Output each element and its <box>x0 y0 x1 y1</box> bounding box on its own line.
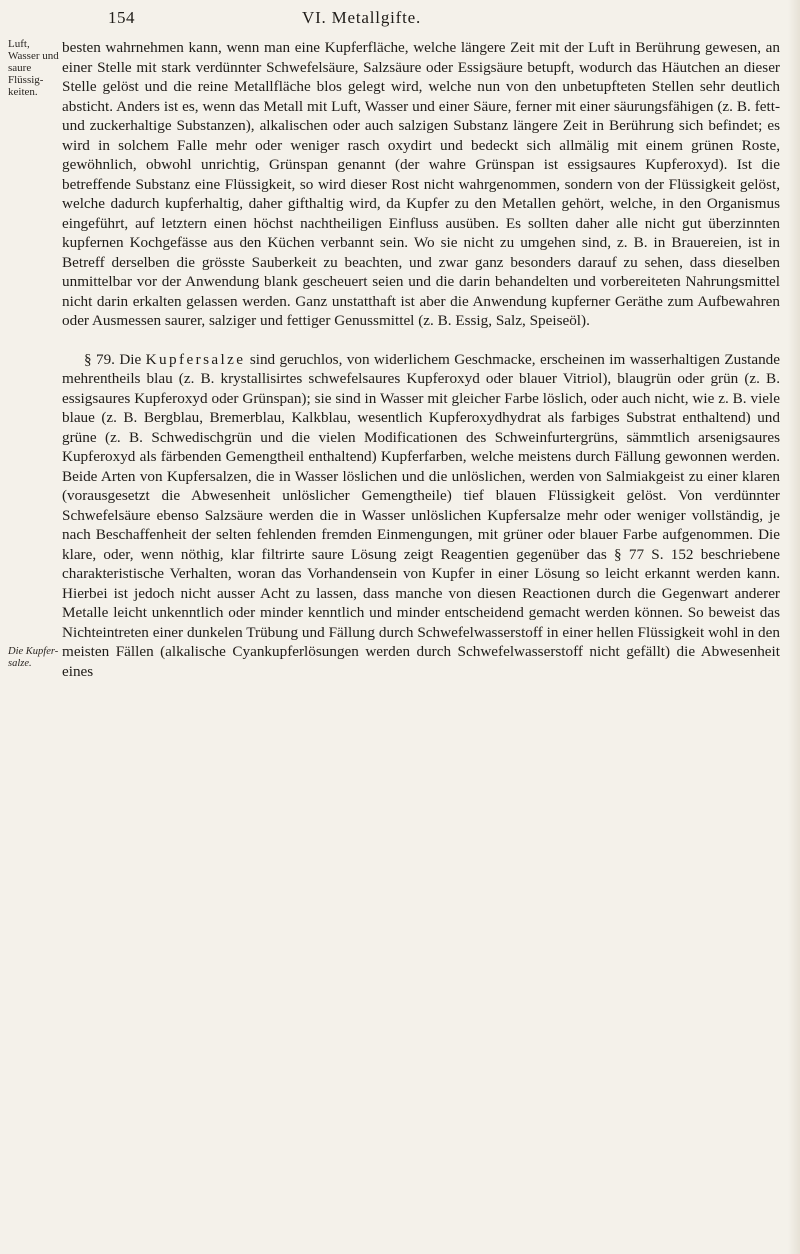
margin-note-kupfersalze: Die Kupfer- salze. <box>8 646 59 669</box>
paragraph-continued: besten wahrnehmen kann, wenn man eine Kupferfläche, welche längere Zeit mit der Luft in Berührung gewesen, an einer Stelle mit stark verdünnter Schwefelsäure, Salzsäure oder Essigsäure betupft, wodurch das Häutchen an dieser Stelle gelöst und die reine Metallfläche blos gelegt wird, welche nun von den unbetupfteten Stellen sehr deutlich absticht. Anders ist es, wenn das Metall mit Luft, Wasser und einer Säure, ferner mit einer säurungsfähigen (z. B. fett- und zuckerhaltige Substanzen), alkalischen oder auch salzigen Substanz längere Zeit in Berührung sich befindet; es wird in solchem Falle mehr oder weniger rasch oxydirt und bedeckt sich allmälig mit einem grünen Roste, gewöhnlich, obwohl unrichtig, Grünspan genannt (der wahre Grünspan ist essigsaures Kupferoxyd). Ist die betreffende Substanz eine Flüssigkeit, so wird dieser Rost nicht wahrgenommen, sondern von der Flüssigkeit gelöst, welche dadurch kupferhaltig, daher gifthaltig wird, da Kupfer zu den Metallen gehört, welche, in den Organismus eingeführt, auf letztern einen höchst nachtheiligen Einfluss ausüben. Es sollten daher alle nicht gut überzinnten kupfernen Kochgefässe aus den Küchen verbannt sein. Wo sie nicht zu umgehen sind, z. B. in Brauereien, ist in Betreff derselben die grösste Sauberkeit zu beachten, und zwar ganz besonders darauf zu sehen, dass dieselben unmittelbar vor der Anwendung blank gescheuert seien und die darin behandelten und vorbereiteten Nahrungsmittel nicht darin erkalten gelassen werden. Ganz unstatthaft ist aber die Anwendung kupferner Geräthe zum Aufbewahren oder Ausmessen saurer, salziger und fettiger Genussmittel (z. B. Essig, Salz, Speiseöl). <box>62 39 780 329</box>
margin-note-luft-wasser: Luft, Wasser und saure Flüssig- keiten. <box>8 38 59 98</box>
running-header <box>96 4 716 30</box>
page-number: 154 <box>108 8 135 27</box>
section-text: sind geruchlos, von widerlichem Geschmacke, erscheinen im wasserhaltigen Zustande mehrentheils blau (z. B. krystallisirtes schwefelsaures Kupferoxyd oder blauer Vitriol), blaugrün oder grün (z. B. essigsaures Kupferoxyd oder Grünspan); sie sind in Wasser mit gleicher Farbe löslich, oder auch nicht, wie z. B. viele blaue (z. B. Bergblau, Bremerblau, Kalkblau, wesentlich Kupferoxydhydrat als farbiges Substrat enthaltend) und grüne (z. B. Schwedischgrün und die vielen Modificationen des Schweinfurtergrüns, sämmtlich arsenigsaures Kupferoxyd als färbenden Gemengtheil enthaltend) Kupferfarben, welche meistens durch Fällung gewonnen werden. Beide Arten von Kupfersalzen, die in Wasser löslichen und die unlöslichen, werden von Salmiakgeist zu einer klaren (vorausgesetzt die Abwesenheit unlöslicher Gemengtheile) tief blauen Flüssigkeit gelöst. Von verdünnter Schwefelsäure ebenso Salzsäure werden die in Wasser unlöslichen Kupfersalze mehr oder weniger vollständig, je nach Beschaffenheit der selten fehlenden fremden Einmengungen, mit grüner oder blauer Farbe aufgenommen. Die klare, oder, wenn nöthig, klar filtrirte saure Lösung zeigt Reagentien gegenüber das § 77 S. 152 beschriebene charakteristische Verhalten, woran das Vorhandensein von Kupfer in einer Lösung so leicht erkannt werden kann. Hierbei ist jedoch nicht ausser Acht zu lassen, dass manche von diesen Reactionen durch die Gegenwart anderer Metalle leicht unkenntlich oder minder kenntlich und minder entscheidend gemacht werden können. So beweist das Nichteintreten einer dunkelen Trübung und Fällung durch Schwefelwasserstoff in einer hellen Flüssigkeit wohl in den meisten Fällen (alkalische Cyankupferlösungen werden durch Schwefelwasserstoff nicht gefällt) die Abwesenheit eines <box>62 350 781 680</box>
section-term: Kupfersalze <box>145 350 246 368</box>
paragraph-section-79 <box>62 350 780 682</box>
section-number: § 79. Die <box>84 350 142 368</box>
body-text <box>62 38 780 681</box>
page-edge <box>788 0 800 1254</box>
chapter-title: VI. Metallgifte. <box>302 8 422 27</box>
